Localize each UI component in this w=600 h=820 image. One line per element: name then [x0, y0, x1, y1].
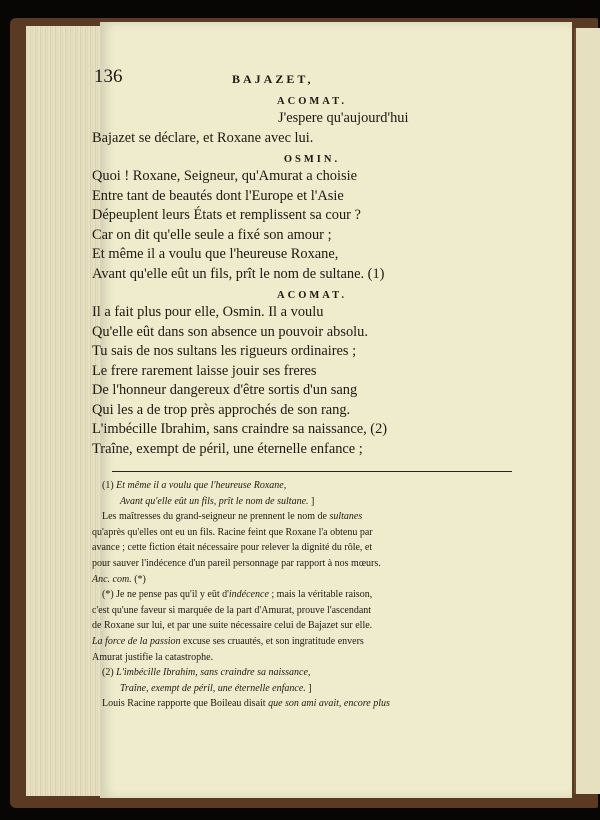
footnote-quote: L'imbécille Ibrahim, sans craindre sa naissance, — [116, 667, 311, 679]
footnote-line — [92, 478, 532, 494]
footnote-text: de Roxane sur lui, et par une suite nécessaire celui de Bajazet sur elle. — [92, 620, 373, 632]
footnote-line — [92, 572, 532, 588]
verse-line: J'espere qu'aujourd'hui — [278, 110, 409, 126]
footnote-text: Louis Racine rapporte que Boileau disait — [102, 698, 269, 710]
footnote-quote: Et même il a voulu que l'heureuse Roxane, — [116, 480, 287, 491]
footnote-text: excuse ses cruautés, et son ingratitude envers — [180, 635, 364, 647]
verse-line: Et même il a voulu que l'heureuse Roxane, — [92, 246, 339, 262]
footnote-line — [92, 681, 532, 697]
verse-line: Bajazet se déclare, et Roxane avec lui. — [92, 129, 314, 146]
footnote-line — [92, 665, 532, 681]
footnote-text: (*) — [131, 573, 146, 585]
footnote-line — [92, 634, 532, 650]
footnote-bracket: ] — [308, 495, 315, 507]
page-header — [92, 64, 532, 90]
footnote-text: pour sauver l'indécence d'un pareil personnage par rapport à nos mœurs. — [92, 557, 381, 569]
verse-line: L'imbécille Ibrahim, sans craindre sa naissance, (2) — [92, 421, 388, 437]
facing-page-edge — [574, 28, 600, 794]
verse-line: Qui les a de trop près approchés de son rang. — [92, 401, 351, 418]
footnote-line — [92, 696, 532, 712]
footnote-text: avance ; cette fiction était nécessaire pour relever la dignité du rôle, et — [92, 542, 373, 554]
page-content — [92, 64, 532, 712]
footnote-text: (*) Je ne pense pas qu'il y eût d' — [102, 589, 229, 601]
speaker-name: ACOMAT. — [277, 96, 347, 107]
footnote-line — [92, 509, 532, 525]
verse-line: Tu sais de nos sultans les rigueurs ordinaires ; — [92, 343, 357, 359]
speaker-name: OSMIN. — [283, 154, 341, 165]
footnote-emphasis: que son ami avait, encore plus — [268, 698, 390, 710]
footnote-line — [92, 494, 532, 510]
footnote-text: Les maîtresses du grand-seigneur ne prennent le nom de — [102, 511, 330, 523]
verse-line: Dépeuplent leurs États et remplissent sa cour ? — [92, 207, 361, 223]
verse-line: Il a fait plus pour elle, Osmin. Il a voulu — [92, 304, 324, 320]
footnote-emphasis: Anc. com. — [92, 573, 132, 585]
running-title: BAJAZET, — [232, 72, 314, 86]
verse-block — [92, 96, 532, 459]
footnote-line — [92, 587, 532, 603]
footnote-divider — [112, 471, 512, 472]
page-number: 136 — [94, 66, 123, 87]
footnote-text: ; mais la véritable raison, — [268, 589, 373, 601]
footnotes — [92, 478, 532, 712]
footnote-emphasis: sultanes — [329, 511, 363, 523]
verse-line: Quoi ! Roxane, Seigneur, qu'Amurat a choisie — [92, 168, 357, 184]
footnote-quote: Traîne, exempt de péril, une éternelle enfance. — [120, 682, 306, 694]
verse-line: Qu'elle eût dans son absence un pouvoir absolu. — [92, 323, 368, 340]
verse-line: De l'honneur dangereux d'être sortis d'un sang — [92, 382, 358, 398]
footnote-number: (1) — [102, 480, 114, 491]
verse-line: Traîne, exempt de péril, une éternelle enfance ; — [92, 440, 363, 457]
footnote-emphasis: indécence — [228, 589, 269, 601]
footnote-text: Amurat justifie la catastrophe. — [92, 651, 214, 663]
footnote-text: qu'après qu'elles ont eu un fils. Racine feint que Roxane l'a obtenu par — [92, 526, 373, 538]
speaker-name: ACOMAT. — [277, 290, 347, 301]
verse-line: Avant qu'elle eût un fils, prît le nom de sultane. (1) — [92, 265, 385, 282]
verse-line: Le frere rarement laisse jouir ses freres — [92, 362, 317, 379]
footnote-quote: Avant qu'elle eût un fils, prît le nom de sultane. — [120, 495, 309, 507]
footnote-text: c'est qu'une faveur si marquée de la part d'Amurat, prouve l'ascendant — [92, 604, 372, 616]
verse-line: Car on dit qu'elle seule a fixé son amour ; — [92, 226, 332, 243]
footnote-emphasis: La force de la passion — [92, 635, 181, 647]
footnote-bracket: ] — [305, 682, 312, 694]
footnote-number: (2) — [102, 667, 114, 679]
verse-line: Entre tant de beautés dont l'Europe et l'Asie — [92, 187, 344, 204]
